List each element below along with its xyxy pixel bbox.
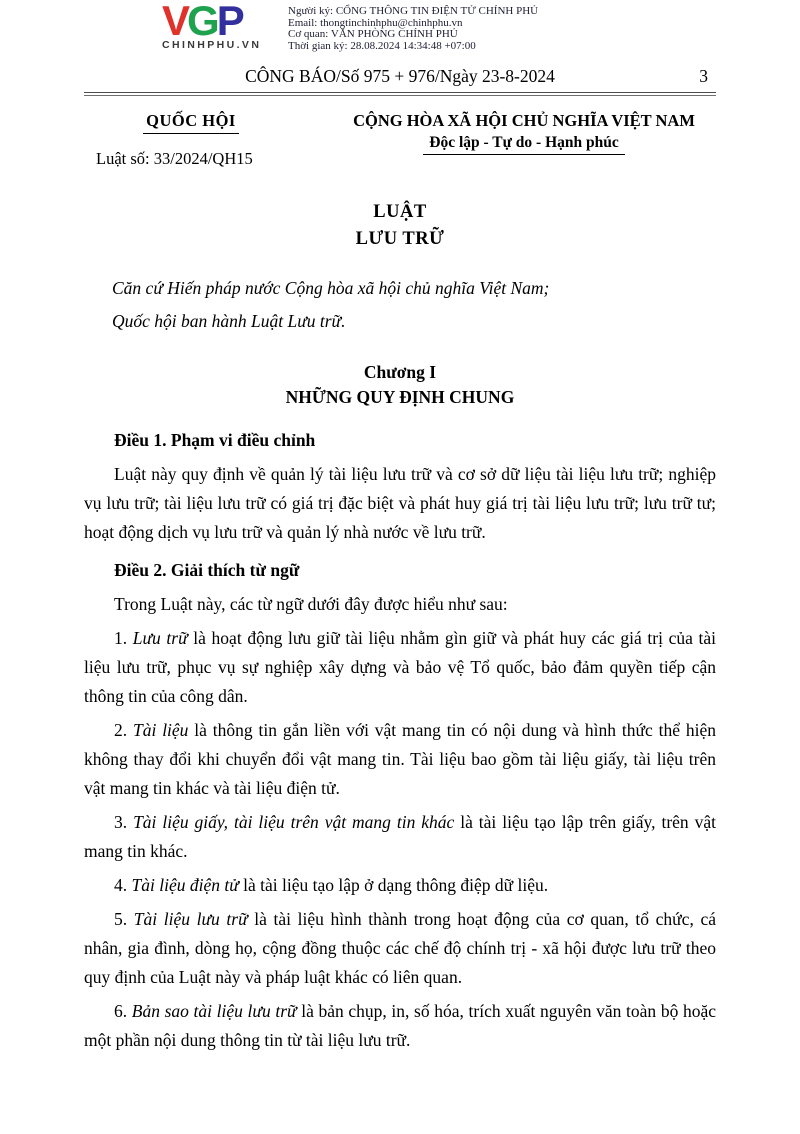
issuer-name: QUỐC HỘI (143, 111, 239, 134)
logo-letter: G (187, 0, 217, 44)
logo-letter: V (162, 0, 188, 44)
paragraph-text: Luật này quy định về quản lý tài liệu lưu trữ và cơ sở dữ liệu tài liệu lưu trữ; nghiệp vụ lưu trữ; tài liệu lưu trữ có giá trị đặc biệt và phát huy giá trị tài liệu lưu trữ; lưu trữ tư; hoạt động dịch vụ lưu trữ và quản lý nhà nước về lưu trữ. (84, 464, 716, 542)
defined-term: Tài liệu giấy, tài liệu trên vật mang tin khác (133, 812, 455, 832)
body-paragraph (84, 871, 716, 900)
article-heading (84, 556, 716, 585)
body-paragraph (84, 905, 716, 992)
chapter-title: NHỮNG QUY ĐỊNH CHUNG (285, 387, 515, 407)
national-title: CỘNG HÒA XÃ HỘI CHỦ NGHĨA VIỆT NAM (353, 111, 695, 130)
chapter-number: Chương I (363, 362, 437, 382)
defined-term: Tài liệu lưu trữ (133, 909, 248, 929)
paragraph-text: là tài liệu tạo lập ở dạng thông điệp dữ liệu. (238, 875, 549, 895)
defined-term: Tài liệu (132, 720, 189, 740)
preamble (84, 272, 716, 338)
article-heading (84, 426, 716, 455)
body-paragraph (84, 590, 716, 619)
sign-time-line: Thời gian ký: 28.08.2024 14:34:48 +07:00 (288, 39, 476, 52)
chinhphu-vn-label: CHINHPHU.VN (162, 39, 262, 51)
law-number: Luật số: 33/2024/QH15 (96, 149, 253, 168)
preamble-line: Căn cứ Hiến pháp nước Cộng hòa xã hội chủ nghĩa Việt Nam; (112, 278, 550, 298)
page-number: 3 (699, 66, 708, 86)
signature-details (288, 3, 538, 52)
paragraph-text: Điều 2. Giải thích từ ngữ (114, 560, 300, 580)
law-title-line2: LƯU TRỮ (355, 229, 445, 249)
paragraph-text: là bản chụp, in, số hóa, trích xuất nguyên văn toàn bộ hoặc một phần nội dung thông tin từ tài liệu lưu trữ. (84, 1001, 716, 1050)
law-body (84, 426, 716, 1055)
paragraph-number: 4. (114, 875, 132, 895)
paragraph-text: Trong Luật này, các từ ngữ dưới đây được hiểu như sau: (114, 594, 508, 614)
gazette-title: CÔNG BÁO/Số 975 + 976/Ngày 23-8-2024 (245, 66, 555, 86)
national-header-block (332, 111, 716, 169)
paragraph-number: 6. (114, 1001, 132, 1021)
paragraph-text: là tài liệu tạo lập trên giấy, trên vật mang tin khác. (84, 812, 716, 861)
vgp-logo-letters (162, 0, 288, 44)
double-rule (84, 92, 716, 96)
issuer-block (96, 111, 286, 169)
digital-signature-stamp (162, 0, 716, 52)
defined-term: Bản sao tài liệu lưu trữ (131, 1001, 297, 1021)
document-header (84, 111, 716, 169)
paragraph-text: là tài liệu hình thành trong hoạt động của cơ quan, tổ chức, cá nhân, gia đình, dòng họ, cộng đồng thuộc các chế độ chính trị - xã hội được lưu trữ theo quy định của Luật này và pháp luật khác có liên quan. (84, 909, 716, 987)
paragraph-number: 2. (114, 720, 133, 740)
national-motto: Độc lập - Tự do - Hạnh phúc (423, 134, 624, 155)
paragraph-text: là hoạt động lưu giữ tài liệu nhằm gìn giữ và phát huy các giá trị của tài liệu lưu trữ, phục vụ sự nghiệp xây dựng và bảo vệ Tổ quốc, bảo đảm quyền tiếp cận thông tin của công dân. (84, 628, 717, 706)
law-title (84, 199, 716, 253)
law-title-line1: LUẬT (373, 202, 427, 222)
masthead (84, 65, 716, 87)
paragraph-number: 1. (114, 628, 133, 648)
paragraph-text: là thông tin gắn liền với vật mang tin có nội dung và hình thức thể hiện không thay đổi khi chuyển đổi vật mang tin. Tài liệu bao gồm tài liệu giấy, tài liệu trên vật mang tin khác và tài liệu điện tử. (84, 720, 716, 798)
body-paragraph (84, 716, 716, 803)
email-line: Email: thongtinchinhphu@chinhphu.vn (288, 16, 463, 29)
body-paragraph (84, 624, 716, 711)
paragraph-number: 5. (114, 909, 134, 929)
chapter-heading (84, 360, 716, 410)
vgp-logo (162, 0, 288, 52)
defined-term: Lưu trữ (132, 628, 188, 648)
logo-letter: P (216, 0, 242, 44)
paragraph-text: Điều 1. Phạm vi điều chỉnh (114, 430, 316, 450)
agency-line: Cơ quan: VĂN PHÒNG CHÍNH PHỦ (288, 28, 458, 40)
preamble-line: Quốc hội ban hành Luật Lưu trữ. (112, 311, 346, 331)
paragraph-number: 3. (114, 812, 134, 832)
body-paragraph (84, 997, 716, 1055)
body-paragraph (84, 808, 716, 866)
signer-line: Người ký: CỔNG THÔNG TIN ĐIỆN TỬ CHÍNH PHỦ (288, 5, 539, 17)
defined-term: Tài liệu điện tử (131, 875, 239, 895)
body-paragraph (84, 460, 716, 547)
